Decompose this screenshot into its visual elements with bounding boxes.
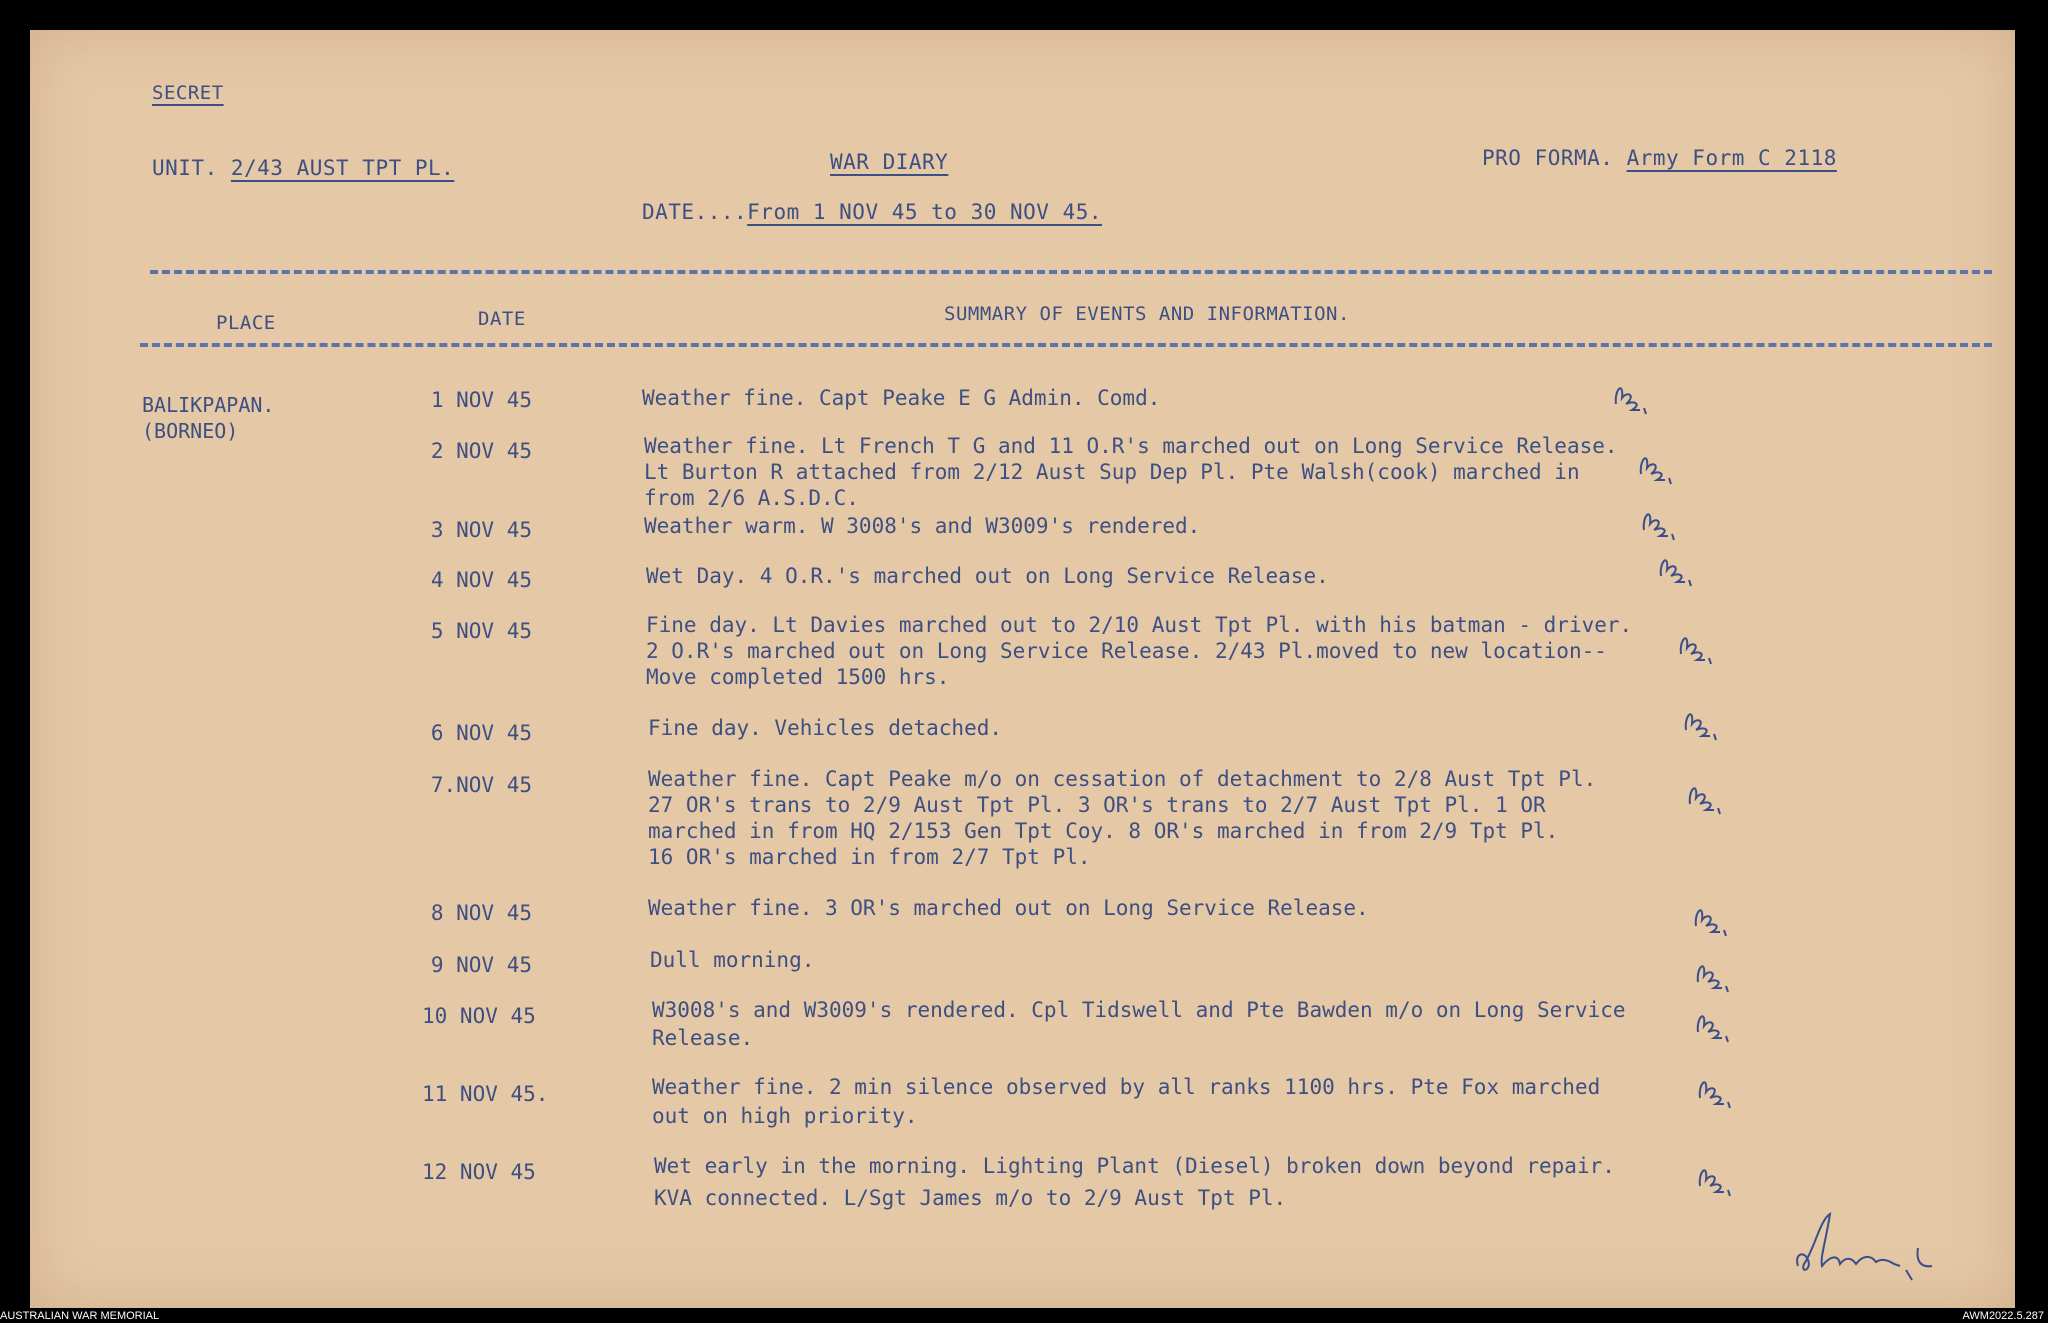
entry-line: 27 OR's trans to 2/9 Aust Tpt Pl. 3 OR's trans to 2/7 Aust Tpt Pl. 1 OR	[648, 793, 1546, 817]
pro-forma-value: Army Form C 2118	[1626, 146, 1837, 170]
entry-text	[644, 433, 1618, 511]
entry-line: Release.	[652, 1026, 754, 1050]
entry-line: Wet early in the morning. Lighting Plant (Diesel) broken down beyond repair.	[654, 1154, 1615, 1178]
divider-header	[140, 343, 1992, 347]
entry-date: 9 NOV 45	[430, 953, 532, 977]
entry-line: KVA connected. L/Sgt James m/o to 2/9 Aust Tpt Pl.	[654, 1186, 1287, 1210]
entry-line: Weather fine. 3 OR's marched out on Long Service Release.	[648, 896, 1369, 920]
divider-top	[150, 270, 1992, 274]
entry-line: Fine day. Vehicles detached.	[648, 716, 1003, 740]
footer-accession: AWM2022.5.287	[1962, 1310, 2044, 1322]
place-cell	[142, 392, 274, 444]
column-header-place: PLACE	[216, 312, 276, 334]
place-line1: BALIKPAPAN.	[142, 393, 275, 417]
date-range	[642, 200, 1102, 224]
initials-mark	[1692, 948, 1734, 996]
initials-mark	[1692, 998, 1734, 1046]
entry-date: 6 NOV 45	[430, 721, 532, 745]
secret-marking: SECRET	[152, 82, 224, 104]
entry-line: W3008's and W3009's rendered. Cpl Tidswell and Pte Bawden m/o on Long Service	[652, 998, 1626, 1022]
entry-line: Weather fine. Capt Peake E G Admin. Comd.	[642, 386, 1161, 410]
entry-line: Weather fine. Capt Peake m/o on cessation of detachment to 2/8 Aust Tpt Pl.	[648, 767, 1597, 791]
entry-line: Wet Day. 4 O.R.'s marched out on Long Service Release.	[646, 564, 1329, 588]
entry-line: out on high priority.	[652, 1104, 918, 1128]
entry-text	[644, 512, 1200, 540]
entry-text	[652, 1073, 1600, 1131]
entry-text	[648, 766, 1596, 870]
entry-line: Lt Burton R attached from 2/12 Aust Sup Dep Pl. Pte Walsh(cook) marched in	[644, 460, 1580, 484]
entry-line: Move completed 1500 hrs.	[646, 665, 950, 689]
entry-date: 7.NOV 45	[430, 773, 532, 797]
signature	[1790, 1210, 1940, 1290]
entry-text	[646, 562, 1329, 590]
entry-line: Dull morning.	[650, 948, 815, 972]
initials-mark	[1635, 440, 1677, 488]
initials-mark	[1638, 496, 1680, 544]
initials-mark	[1675, 620, 1717, 668]
entry-date: 12 NOV 45	[422, 1160, 536, 1184]
page-title: WAR DIARY	[830, 150, 949, 174]
entry-date: 3 NOV 45	[430, 518, 532, 542]
entry-line: from 2/6 A.S.D.C.	[644, 486, 859, 510]
entry-text	[652, 996, 1626, 1052]
column-header-summary: SUMMARY OF EVENTS AND INFORMATION.	[944, 303, 1350, 325]
entry-line: 2 O.R's marched out on Long Service Release. 2/43 Pl.moved to new location--	[646, 639, 1607, 663]
entry-date: 10 NOV 45	[422, 1004, 536, 1028]
entry-date: 8 NOV 45	[430, 901, 532, 925]
entry-line: marched in from HQ 2/153 Gen Tpt Coy. 8 OR's marched in from 2/9 Tpt Pl.	[648, 819, 1559, 843]
entry-line: Fine day. Lt Davies marched out to 2/10 Aust Tpt Pl. with his batman - driver.	[646, 613, 1633, 637]
entry-text	[648, 894, 1369, 922]
entry-text	[648, 714, 1002, 742]
initials-mark	[1694, 1064, 1736, 1112]
date-range-label: DATE....	[642, 200, 748, 224]
date-range-value: From 1 NOV 45 to 30 NOV 45.	[747, 200, 1103, 224]
entry-text	[654, 1150, 1615, 1214]
initials-mark	[1655, 542, 1697, 590]
place-line2: (BORNEO)	[142, 419, 239, 443]
pro-forma	[1482, 146, 1837, 170]
pro-forma-label: PRO FORMA.	[1482, 146, 1614, 170]
entry-date: 11 NOV 45.	[422, 1082, 549, 1106]
entry-line: Weather fine. 2 min silence observed by all ranks 1100 hrs. Pte Fox marched	[652, 1075, 1601, 1099]
entry-text	[650, 946, 814, 974]
diary-page	[30, 30, 2015, 1308]
entry-date: 4 NOV 45	[430, 568, 532, 592]
entry-line: 16 OR's marched in from 2/7 Tpt Pl.	[648, 845, 1091, 869]
entry-line: Weather fine. Lt French T G and 11 O.R's marched out on Long Service Release.	[644, 434, 1618, 458]
entry-date: 5 NOV 45	[430, 619, 532, 643]
unit-label-text: UNIT.	[152, 156, 218, 180]
entry-text	[642, 384, 1160, 412]
entry-date: 1 NOV 45	[430, 388, 532, 412]
initials-mark	[1694, 1152, 1736, 1200]
initials-mark	[1680, 696, 1722, 744]
entry-date: 2 NOV 45	[430, 439, 532, 463]
unit-label	[152, 156, 454, 180]
entry-text	[646, 612, 1632, 690]
column-header-date: DATE	[478, 308, 526, 330]
initials-mark	[1684, 770, 1726, 818]
initials-mark	[1610, 370, 1652, 418]
entry-line: Weather warm. W 3008's and W3009's rendered.	[644, 514, 1201, 538]
initials-mark	[1690, 892, 1732, 940]
unit-value: 2/43 AUST TPT PL.	[230, 156, 455, 180]
footer-institution: AUSTRALIAN WAR MEMORIAL	[0, 1310, 160, 1322]
